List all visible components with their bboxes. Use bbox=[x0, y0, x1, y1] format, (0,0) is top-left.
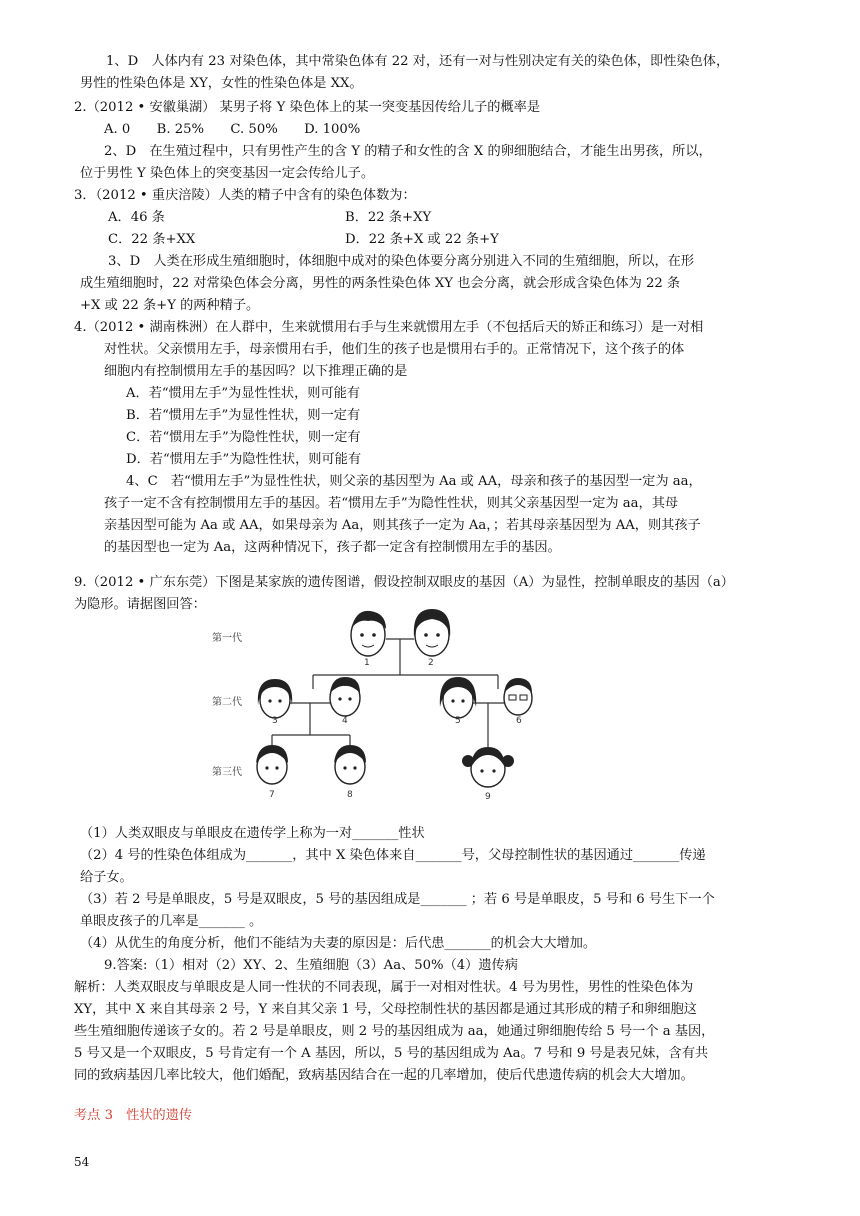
analysis-line-4: 5 号又是一个双眼皮，5 号肯定有一个 A 基因，所以，5 号的基因组成为 Aa。7 号和 9 号是表兄妹，含有共 bbox=[74, 1046, 709, 1061]
answer-2-line-1: 2、D 在生殖过程中，只有男性产生的含 Y 的精子和女性的含 X 的卵细胞结合，才能生出男孩，所以， bbox=[104, 144, 712, 159]
person-number-8: 8 bbox=[347, 790, 353, 800]
answer-3-line-3: +X 或 22 条+Y 的两种精子。 bbox=[80, 298, 260, 313]
person-number-9: 9 bbox=[485, 792, 491, 802]
person-number-3: 3 bbox=[272, 716, 278, 726]
person-4 bbox=[330, 677, 360, 716]
person-9 bbox=[462, 747, 514, 787]
question-3-option-a: A．46 条 bbox=[108, 210, 165, 225]
person-5 bbox=[440, 677, 476, 718]
person-number-1: 1 bbox=[364, 658, 370, 668]
person-number-2: 2 bbox=[428, 658, 434, 668]
person-number-4: 4 bbox=[342, 716, 348, 726]
question-9-stem-2: 为隐形。请据图回答： bbox=[74, 597, 206, 612]
answer-2-line-2: 位于男性 Y 染色体上的突变基因一定会传给儿子。 bbox=[80, 166, 375, 181]
question-9-sub-3: （3）若 2 号是单眼皮，5 号是双眼皮，5 号的基因组成是_______ ；若 6 号是单眼皮，5 号和 6 号生下一个 bbox=[80, 892, 715, 907]
question-4-stem-3: 细胞内有控制惯用左手的基因吗？以下推理正确的是 bbox=[104, 364, 408, 379]
question-9-sub-3-cont: 单眼皮孩子的几率是_______ 。 bbox=[80, 914, 263, 929]
generation-label-1: 第一代 bbox=[212, 633, 242, 644]
question-3-option-c: C．22 条+XX bbox=[108, 232, 196, 247]
person-1 bbox=[351, 611, 386, 656]
person-number-5: 5 bbox=[455, 716, 461, 726]
answer-4-line-3: 亲基因型可能为 Aa 或 AA，如果母亲为 Aa，则其孩子一定为 Aa，；若其母亲基因型为 AA，则其孩子 bbox=[104, 518, 701, 533]
answer-3-line-1: 3、D 人类在形成生殖细胞时，体细胞中成对的染色体要分离分别进入不同的生殖细胞，所以，在形 bbox=[108, 254, 695, 269]
person-6 bbox=[504, 678, 532, 715]
person-number-7: 7 bbox=[269, 790, 275, 800]
question-3-stem: 3．（2012 • 重庆涪陵）人类的精子中含有的染色体数为： bbox=[74, 188, 416, 203]
question-9-sub-1: （1）人类双眼皮与单眼皮在遗传学上称为一对_______性状 bbox=[80, 826, 425, 841]
analysis-line-2: XY，其中 X 来自其母亲 2 号，Y 来自其父亲 1 号，父母控制性状的基因都是通过其形成的精子和卵细胞这 bbox=[74, 1002, 697, 1017]
question-2-options: A. 0 B. 25% C. 50% D. 100% bbox=[104, 122, 361, 137]
answer-4-line-1: 4、C 若“惯用左手”为显性性状，则父亲的基因型为 Aa 或 AA，母亲和孩子的基因型一定为 aa， bbox=[126, 474, 702, 489]
question-9-sub-2-cont: 给子女。 bbox=[80, 870, 133, 885]
generation-label-3: 第三代 bbox=[212, 767, 242, 778]
question-4-option-d: D．若“惯用左手”为隐性性状，则可能有 bbox=[126, 452, 362, 467]
question-9-sub-2: （2）4 号的性染色体组成为_______，其中 X 染色体来自_______号，父母控制性状的基因通过_______传递 bbox=[80, 848, 706, 863]
page-number: 54 bbox=[74, 1155, 90, 1169]
question-3-option-b: B．22 条+XY bbox=[345, 210, 432, 225]
answer-3-line-2: 成生殖细胞时，22 对常染色体会分离，男性的两条性染色体 XY 也会分离，就会形成含染色体为 22 条 bbox=[80, 276, 681, 291]
person-8 bbox=[334, 745, 366, 784]
analysis-line-5: 同的致病基因几率比较大，他们婚配，致病基因结合在一起的几率增加，使后代患遗传病的机会大大增加。 bbox=[74, 1068, 694, 1083]
person-2 bbox=[414, 609, 450, 656]
generation-label-2: 第二代 bbox=[212, 697, 242, 708]
person-7 bbox=[256, 745, 288, 784]
question-9-sub-4: （4）从优生的角度分析，他们不能结为夫妻的原因是：后代患_______的机会大大增加。 bbox=[80, 936, 597, 951]
answer-9: 9.答案:（1）相对（2）XY、2、生殖细胞（3）Aa、50%（4）遗传病 bbox=[104, 958, 518, 973]
answer-4-line-4: 的基因型也一定为 Aa，这两种情况下，孩子都一定含有控制惯用左手的基因。 bbox=[104, 540, 561, 555]
analysis-line-1: 解析：人类双眼皮与单眼皮是人同一性状的不同表现，属于一对相对性状。4 号为男性，男性的性染色体为 bbox=[74, 980, 694, 995]
question-4-stem-2: 对性状。父亲惯用左手，母亲惯用右手，他们生的孩子也是惯用右手的。正常情况下，这个孩子的体 bbox=[104, 342, 685, 357]
question-4-option-c: C．若“惯用左手”为隐性性状，则一定有 bbox=[126, 430, 361, 445]
answer-4-line-2: 孩子一定不含有控制惯用左手的基因。若“惯用左手”为隐性性状，则其父亲基因型一定为 aa，其母 bbox=[104, 496, 679, 511]
question-4-option-a: A．若“惯用左手”为显性性状，则可能有 bbox=[126, 386, 361, 401]
person-number-6: 6 bbox=[516, 716, 522, 726]
section-heading: 考点 3 性状的遗传 bbox=[74, 1108, 193, 1123]
analysis-line-3: 些生殖细胞传递该子女的。若 2 号是单眼皮，则 2 号的基因组成为 aa，她通过卵细胞传给 5 号一个 a 基因， bbox=[74, 1024, 715, 1039]
question-4-option-b: B．若“惯用左手”为显性性状，则一定有 bbox=[126, 408, 361, 423]
answer-1-line-2: 男性的性染色体是 XY，女性的性染色体是 XX。 bbox=[80, 76, 363, 91]
question-2-stem: 2.（2012 • 安徽巢湖） 某男子将 Y 染色体上的某一突变基因传给儿子的概率是 bbox=[74, 100, 541, 115]
question-3-option-d: D．22 条+X 或 22 条+Y bbox=[345, 232, 499, 247]
question-9-stem-1: 9.（2012 • 广东东莞）下图是某家族的遗传图谱，假设控制双眼皮的基因（A）为显性，控制单眼皮的基因（a） bbox=[74, 575, 734, 590]
question-4-stem-1: 4.（2012 • 湖南株洲）在人群中，生来就惯用右手与生来就惯用左手（不包括后天的矫正和练习）是一对相 bbox=[74, 320, 704, 335]
person-3 bbox=[258, 679, 292, 718]
pedigree-diagram bbox=[200, 595, 580, 815]
answer-1-line-1: 1、D 人体内有 23 对染色体，其中常染色体有 22 对，还有一对与性别决定有关的染色体，即性染色体， bbox=[106, 54, 730, 69]
